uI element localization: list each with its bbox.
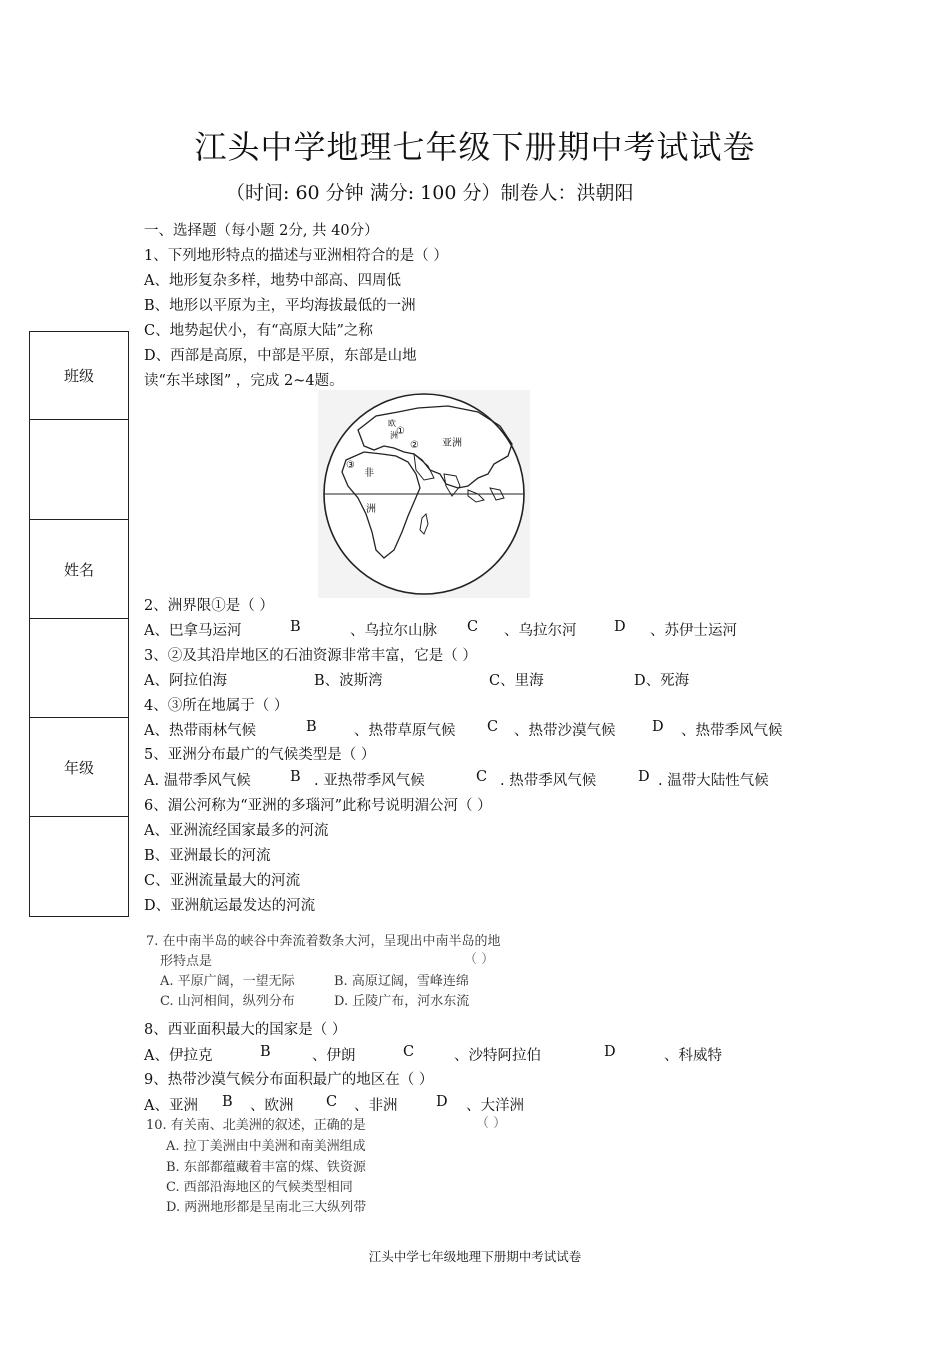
q4-option-d[interactable]: 、热带季风气候: [681, 723, 783, 739]
q3-option-b[interactable]: B、波斯湾: [314, 673, 383, 689]
q7-answer-paren[interactable]: （ ）: [464, 952, 495, 967]
q3-option-a[interactable]: A、阿拉伯海: [144, 673, 227, 689]
q7-option-a[interactable]: A. 平原广阔，一望无际: [160, 974, 295, 989]
q4-option-d-letter[interactable]: D: [652, 719, 664, 735]
q7-option-c[interactable]: C. 山河相间，纵列分布: [160, 994, 295, 1009]
name-field[interactable]: [30, 619, 128, 718]
q5-stem: 5、亚洲分布最广的气候类型是（ ）: [144, 747, 376, 763]
q2-stem: 2、洲界限①是（ ）: [144, 598, 274, 614]
q6-option-c[interactable]: C、亚洲流量最大的河流: [144, 873, 301, 889]
q2-option-d[interactable]: 、苏伊士运河: [650, 623, 737, 639]
q7-stem-line2: 形特点是: [160, 954, 213, 969]
q9-option-c-letter[interactable]: C: [326, 1094, 338, 1110]
q2-options: [144, 619, 844, 639]
q2-option-c[interactable]: 、乌拉尔河: [504, 623, 577, 639]
q3-option-c[interactable]: C、里海: [489, 673, 544, 689]
map-label-2: ②: [410, 440, 419, 451]
q2-option-d-letter[interactable]: D: [614, 619, 626, 635]
q3-stem: 3、②及其沿岸地区的石油资源非常丰富，它是（ ）: [144, 648, 477, 664]
map-label-1: ①: [396, 426, 405, 437]
q7-option-d[interactable]: D. 丘陵广布，河水东流: [334, 994, 470, 1009]
map-label-europe-1: 欧: [388, 419, 396, 428]
q6-stem: 6、湄公河称为“亚洲的多瑙河”此称号说明湄公河（ ）: [144, 798, 492, 814]
q5-option-c[interactable]: . 热带季风气候: [500, 773, 597, 789]
q2-option-b[interactable]: 、乌拉尔山脉: [350, 623, 437, 639]
class-field[interactable]: [30, 420, 128, 520]
grade-label-cell: [30, 718, 128, 817]
map-intro: 读“东半球图” ，完成 2~4题。: [144, 373, 344, 389]
q1-option-c[interactable]: C、地势起伏小，有“高原大陆”之称: [144, 323, 373, 339]
q6-option-d[interactable]: D、亚洲航运最发达的河流: [144, 898, 316, 914]
page-footer: 江头中学七年级地理下册期中考试试卷: [368, 1249, 582, 1264]
q9-option-b-letter[interactable]: B: [222, 1094, 233, 1110]
q9-option-c[interactable]: 、非洲: [354, 1098, 398, 1114]
q5-option-d-letter[interactable]: D: [638, 769, 650, 785]
section-heading: 一、选择题（每小题 2分, 共 40分）: [144, 223, 379, 239]
class-label-cell: [30, 332, 128, 420]
q8-option-b[interactable]: 、伊朗: [312, 1048, 356, 1064]
q9-option-d-letter[interactable]: D: [436, 1094, 448, 1110]
q9-option-b[interactable]: 、欧洲: [250, 1098, 294, 1114]
q1-option-a[interactable]: A、地形复杂多样，地势中部高、四周低: [144, 273, 401, 289]
eastern-hemisphere-map: [318, 390, 530, 598]
q10-scanned-block: [146, 1114, 536, 1214]
name-label: 姓名: [63, 560, 94, 579]
q10-stem: 10. 有关南、北美洲的叙述，正确的是: [146, 1118, 366, 1133]
q5-option-b-letter[interactable]: B: [290, 769, 301, 785]
q5-option-d[interactable]: . 温带大陆性气候: [658, 773, 769, 789]
map-label-africa-1: 非: [364, 468, 374, 479]
q3-option-d[interactable]: D、死海: [634, 673, 690, 689]
q8-stem: 8、西亚面积最大的国家是（ ）: [144, 1022, 347, 1038]
q9-option-d[interactable]: 、大洋洲: [466, 1098, 524, 1114]
q1-option-d[interactable]: D、西部是高原，中部是平原，东部是山地: [144, 348, 417, 364]
q4-stem: 4、③所在地属于（ ）: [144, 698, 289, 714]
q7-option-b[interactable]: B. 高原辽阔，雪峰连绵: [334, 974, 469, 989]
q9-options: [144, 1094, 744, 1114]
q4-option-c-letter[interactable]: C: [487, 719, 499, 735]
q5-options: [144, 769, 844, 789]
q1-option-b[interactable]: B、地形以平原为主，平均海拔最低的一洲: [144, 298, 416, 314]
q8-option-c[interactable]: 、沙特阿拉伯: [454, 1048, 541, 1064]
q8-option-a[interactable]: A、伊拉克: [144, 1048, 213, 1064]
q5-option-a[interactable]: A. 温带季风气候: [144, 773, 251, 789]
q10-option-b[interactable]: B. 东部都蕴藏着丰富的煤、铁资源: [166, 1160, 366, 1175]
q10-option-c[interactable]: C. 西部沿海地区的气候类型相同: [166, 1180, 353, 1195]
q4-options: [144, 719, 844, 739]
q5-option-b[interactable]: . 亚热带季风气候: [314, 773, 425, 789]
q5-option-c-letter[interactable]: C: [476, 769, 488, 785]
q9-stem: 9、热带沙漠气候分布面积最广的地区在（ ）: [144, 1072, 434, 1088]
q3-options: [144, 669, 844, 689]
q10-answer-paren[interactable]: （ ）: [476, 1116, 507, 1131]
q10-option-d[interactable]: D. 两洲地形都是呈南北三大纵列带: [166, 1200, 367, 1215]
student-info-box: [29, 331, 129, 917]
map-label-3: ③: [346, 460, 355, 471]
exam-info: （时间: 60 分钟 满分: 100 分）制卷人：洪朝阳: [226, 182, 634, 204]
page-title: 江头中学地理七年级下册期中考试试卷: [194, 128, 756, 166]
q6-option-a[interactable]: A、亚洲流经国家最多的河流: [144, 823, 329, 839]
map-label-asia: 亚洲: [442, 438, 462, 449]
class-label: 班级: [63, 367, 94, 385]
q8-option-c-letter[interactable]: C: [403, 1044, 415, 1060]
name-label-cell: [30, 520, 128, 619]
q1-stem: 1、下列地形特点的描述与亚洲相符合的是（ ）: [144, 248, 448, 264]
q8-options: [144, 1044, 844, 1064]
q6-option-b[interactable]: B、亚洲最长的河流: [144, 848, 271, 864]
q8-option-b-letter[interactable]: B: [260, 1044, 271, 1060]
q8-option-d-letter[interactable]: D: [604, 1044, 616, 1060]
map-label-europe-2: 洲: [390, 431, 398, 440]
q4-option-b[interactable]: 、热带草原气候: [354, 723, 456, 739]
q4-option-c[interactable]: 、热带沙漠气候: [514, 723, 616, 739]
q2-option-c-letter[interactable]: C: [467, 619, 479, 635]
q2-option-a[interactable]: A、巴拿马运河: [144, 623, 242, 639]
q7-stem-line1: 7. 在中南半岛的峡谷中奔流着数条大河，呈现出中南半岛的地: [146, 934, 501, 949]
q2-option-b-letter[interactable]: B: [290, 619, 301, 635]
q8-option-d[interactable]: 、科威特: [664, 1048, 722, 1064]
q4-option-a[interactable]: A、热带雨林气候: [144, 723, 256, 739]
q4-option-b-letter[interactable]: B: [306, 719, 317, 735]
map-label-africa-2: 洲: [366, 504, 376, 515]
grade-field[interactable]: [30, 817, 128, 916]
q9-option-a[interactable]: A、亚洲: [144, 1098, 198, 1114]
q7-scanned-block: [146, 930, 536, 1010]
q10-option-a[interactable]: A. 拉丁美洲由中美洲和南美洲组成: [166, 1139, 366, 1154]
grade-label: 年级: [63, 758, 94, 777]
